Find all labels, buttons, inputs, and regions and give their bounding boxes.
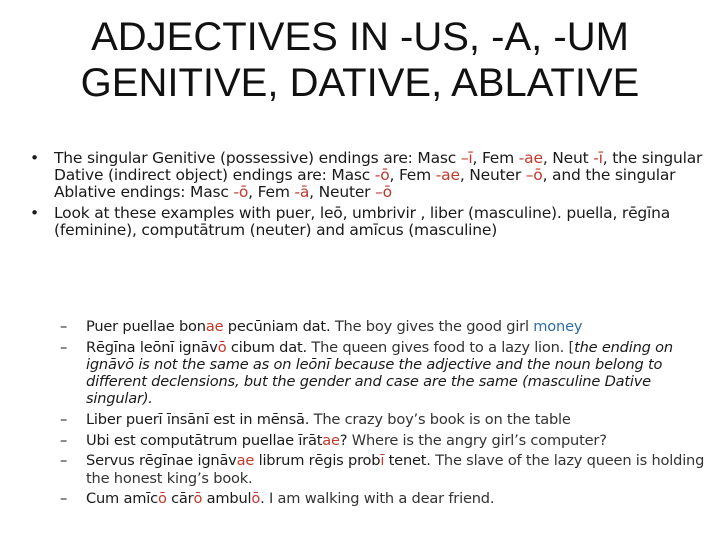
text-segment: ō [217,338,227,356]
text-segment: leōnī [295,355,331,373]
text-segment: , Fem [472,149,519,167]
text-segment: the ending on [574,338,673,356]
text-segment: Ubi est computātrum puellae īrāt [86,431,323,449]
text-segment: –ī [460,149,473,167]
text-segment: ō [251,490,261,508]
text-segment: , Neuter [309,183,376,201]
text-segment: ī [380,452,385,470]
example-item-2 [60,339,710,408]
text-segment: Puer puellae bon [86,318,206,335]
example-text [86,490,494,507]
text-segment: I am walking with a dear friend. [269,490,495,508]
text-segment: ae [322,431,340,449]
dash-marker: – [60,338,68,356]
text-segment: The crazy boy’s book is on the table [313,411,571,429]
text-segment: –ō [375,183,392,201]
example-item-1 [60,318,710,335]
text-segment: ae [236,452,255,470]
text-segment: Look at these examples with puer, leō, umbrivir , liber (masculine). puella, rēgīna (feminine), computātrum (neuter) and amīcus (masculine) [54,204,671,239]
text-segment: pecūniam dat. [223,318,335,335]
dash-marker: – [60,411,68,429]
title-line-2: GENITIVE, DATIVE, ABLATIVE [80,61,640,105]
dash-marker: – [60,318,68,335]
text-segment: , Neut [542,149,594,167]
example-item-5 [60,452,710,486]
example-text [86,432,607,449]
example-text [86,318,582,335]
text-segment: because the adjective and the noun belong to different declensions, but the gender and case are the same (masculine Dative singular). [86,355,663,408]
text-segment: , the singular Dative (indirect object) endings are: Masc [54,149,703,184]
text-segment: -ō [374,166,390,184]
text-segment: The queen gives food to a lazy lion. [ [311,338,575,356]
text-segment: The slave of the lazy queen is holding the honest king’s book. [86,452,705,487]
text-segment: Servus rēgīnae ignāv [86,452,237,470]
text-segment: ō [157,490,167,508]
bullet-dot: • [30,204,39,222]
text-segment: ignāvō [86,355,134,373]
example-list [60,318,710,511]
text-segment: money [533,318,583,335]
dash-marker: – [60,490,68,508]
example-item-4 [60,432,710,449]
bullet-text [54,204,670,239]
text-segment: Where is the angry girl’s computer? [351,431,607,449]
text-segment: , Neuter [459,166,526,184]
text-segment: –ō [525,166,543,184]
text-segment: librum rēgis prob [254,452,381,470]
bullet-text [54,149,702,201]
text-segment: ae [205,318,224,335]
text-segment: -ā [294,183,310,201]
bullet-dot: • [30,149,39,167]
text-segment: Rēgīna leōnī ignāv [86,338,218,356]
text-segment: cār [166,490,194,508]
text-segment: ? [339,431,352,449]
example-text [86,411,571,428]
text-segment: ambul [202,490,252,508]
text-segment: -ae [435,166,460,184]
text-segment: -ō [233,183,249,201]
text-segment: ō [193,490,203,508]
bullet-list [28,150,708,243]
bullet-item-endings [28,150,708,201]
bullet-item-examples [28,205,708,239]
text-segment: -ae [518,149,543,167]
text-segment: , Fem [389,166,436,184]
text-segment: Liber puerī īnsānī est in mēnsā. [86,411,314,429]
example-item-3 [60,411,710,428]
text-segment: -ī [593,149,603,167]
example-item-6 [60,490,710,507]
slide-title [0,14,720,106]
text-segment: is not the same as on [133,355,296,373]
text-segment: The singular Genitive (possessive) endings are: Masc [54,149,461,167]
dash-marker: – [60,431,68,449]
text-segment: The boy gives the good girl [334,318,534,335]
text-segment: Cum amīc [86,490,158,508]
text-segment: . [260,490,270,508]
dash-marker: – [60,452,68,470]
example-text [86,339,673,408]
text-segment: tenet. [384,452,436,470]
example-text [86,452,704,486]
text-segment: , Fem [248,183,295,201]
title-line-1: ADJECTIVES IN -US, -A, -UM [91,15,629,59]
text-segment: , and the singular Ablative endings: Masc [54,166,676,201]
text-segment: cibum dat. [226,338,312,356]
